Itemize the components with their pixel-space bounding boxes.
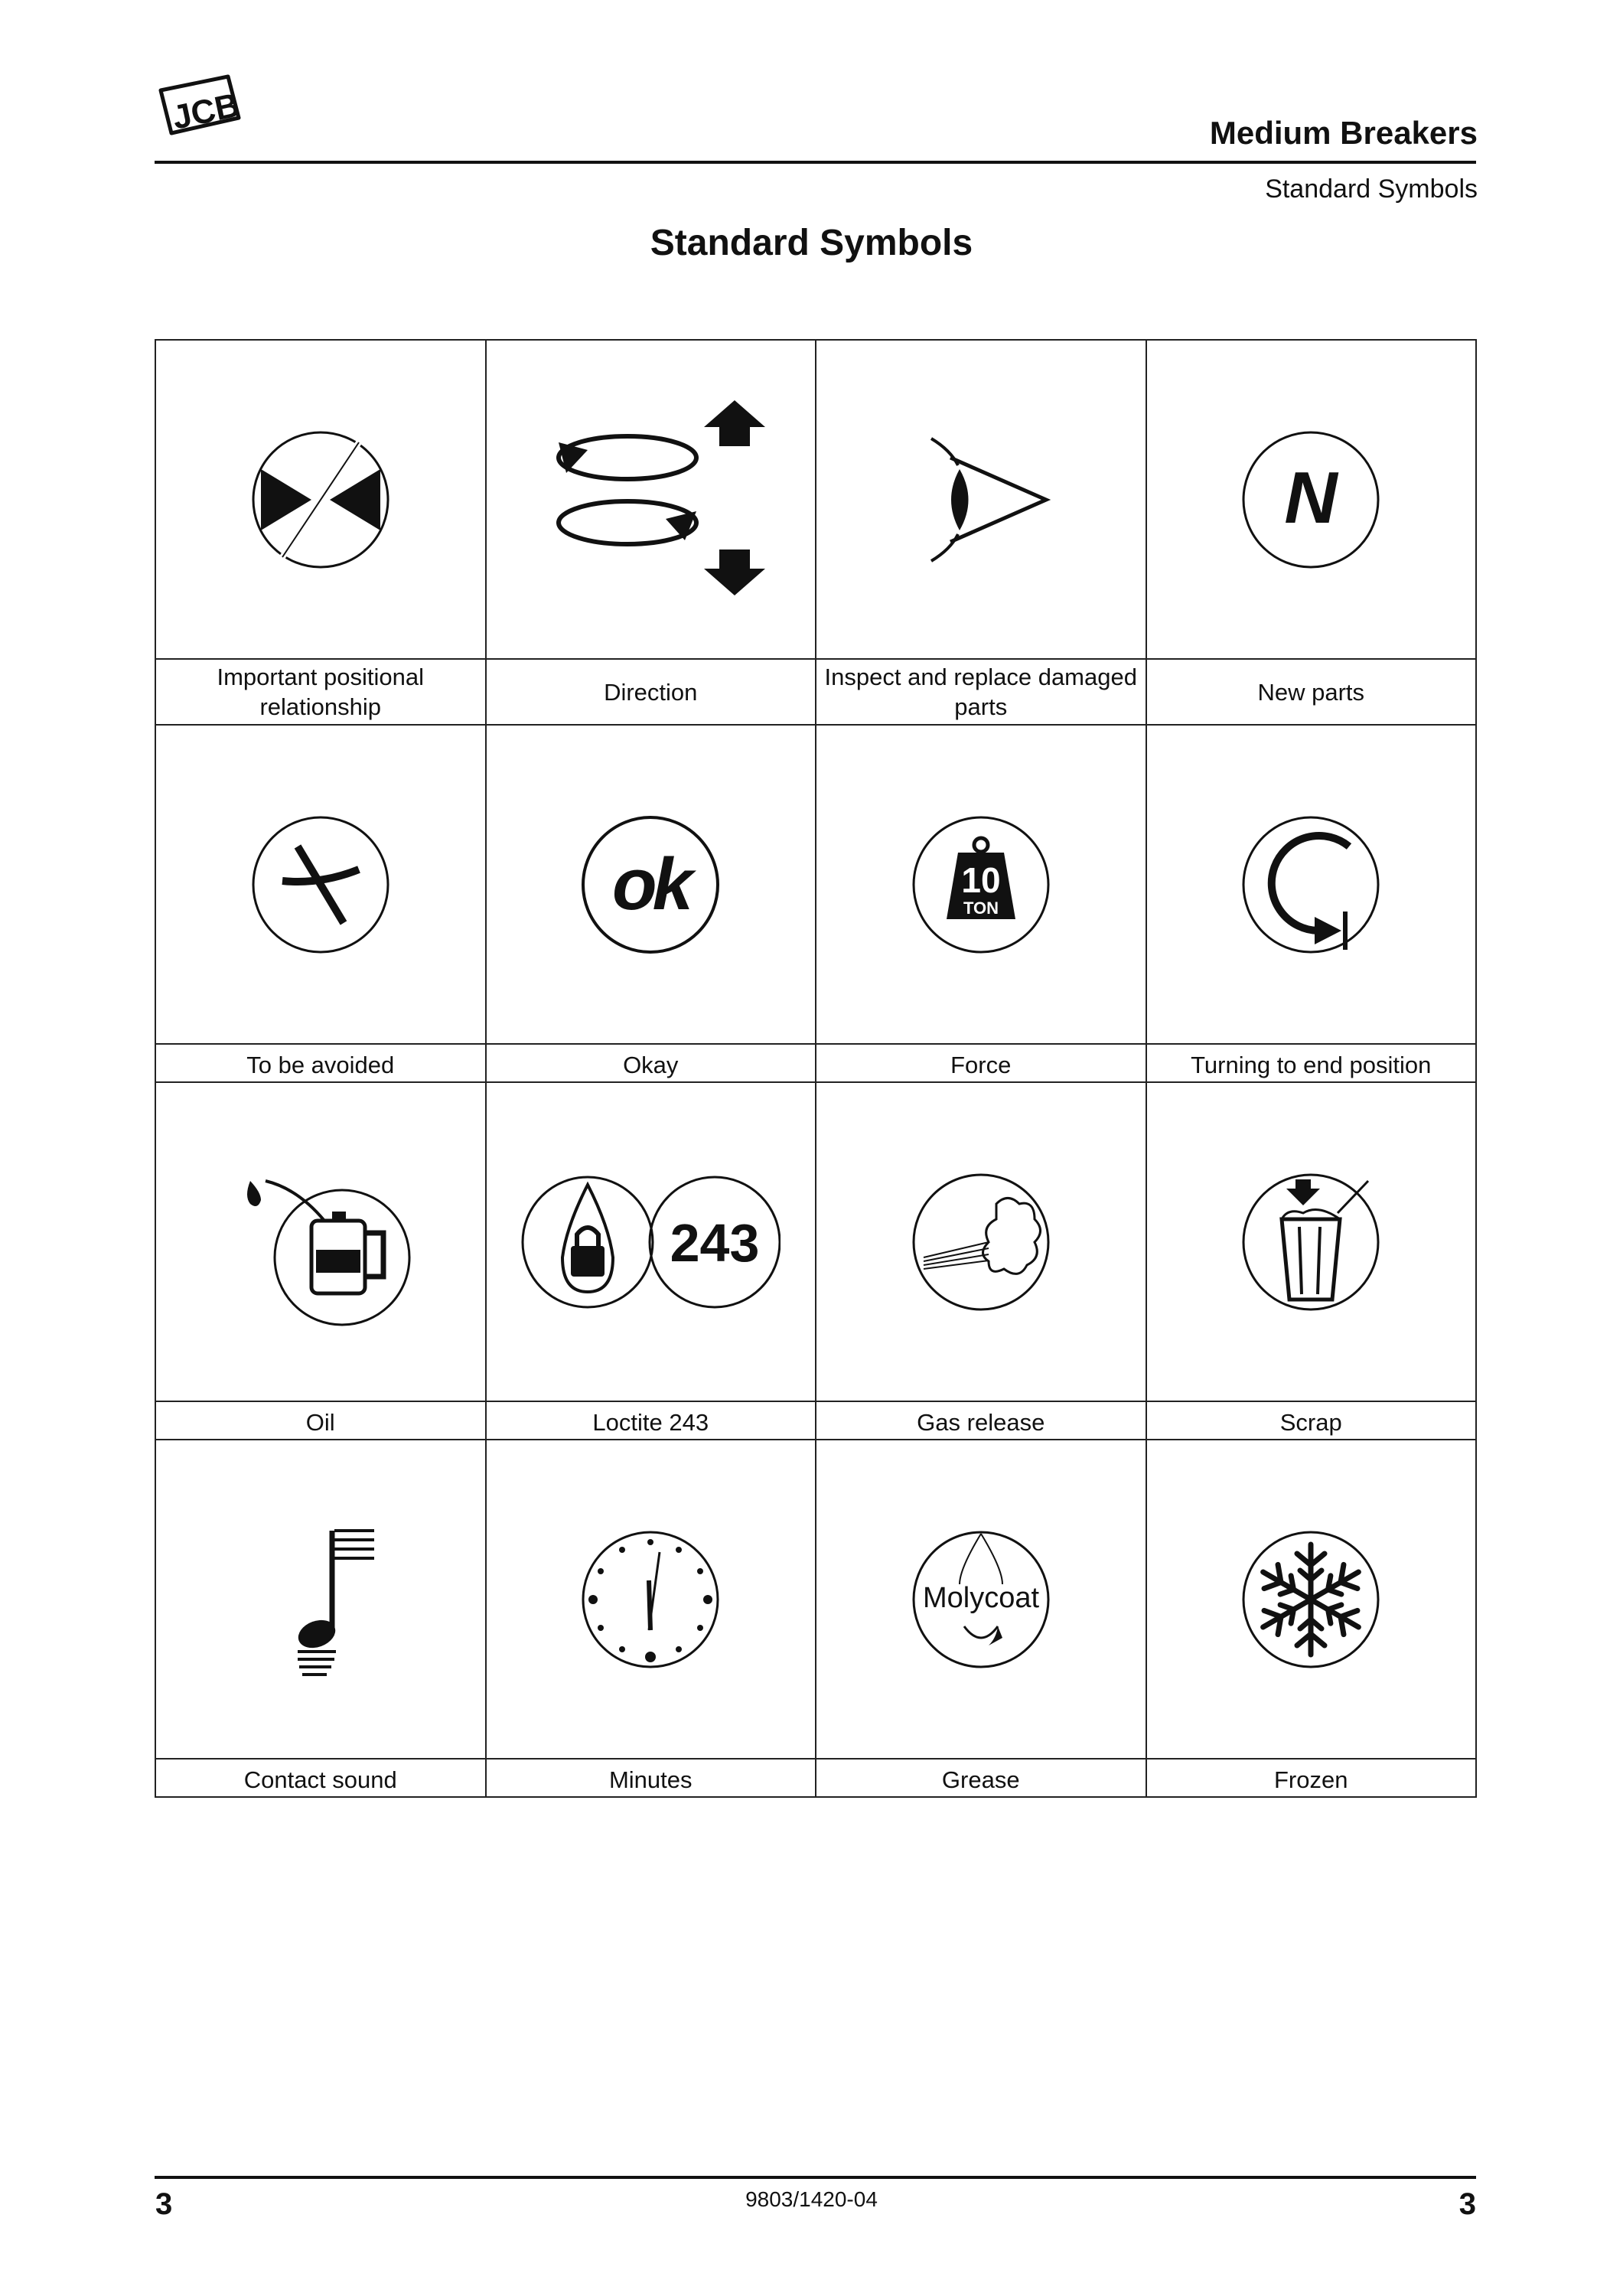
symbol-label: Turning to end position xyxy=(1146,1044,1477,1082)
symbol-label: Loctite 243 xyxy=(486,1401,816,1440)
symbol-label: Oil xyxy=(155,1401,486,1440)
symbol-cell xyxy=(1146,725,1477,1044)
avoid-cross-icon xyxy=(244,808,397,961)
frozen-snowflake-icon xyxy=(1234,1523,1387,1676)
new-parts-icon xyxy=(1234,423,1387,576)
symbols-table xyxy=(155,339,1477,1798)
icon-row xyxy=(155,1082,1476,1401)
turning-end-position-icon xyxy=(1234,808,1387,961)
symbol-label: Force xyxy=(816,1044,1146,1082)
symbol-label: New parts xyxy=(1146,659,1477,725)
symbol-cell xyxy=(155,1440,486,1759)
symbol-cell xyxy=(816,1082,1146,1401)
symbol-cell xyxy=(486,1082,816,1401)
symbol-cell xyxy=(816,340,1146,659)
jcb-logo xyxy=(153,73,245,150)
symbol-cell xyxy=(1146,1440,1477,1759)
document-title: Medium Breakers xyxy=(1209,115,1478,151)
symbol-cell xyxy=(486,725,816,1044)
symbol-label: Scrap xyxy=(1146,1401,1477,1440)
document-number: 9803/1420-04 xyxy=(745,2187,878,2211)
new-parts-icon-text: N xyxy=(1284,456,1338,539)
symbol-label: Inspect and replace damaged parts xyxy=(816,659,1146,725)
grease-icon-text: Molycoat xyxy=(922,1581,1039,1614)
icon-row xyxy=(155,725,1476,1044)
symbol-label: Gas release xyxy=(816,1401,1146,1440)
symbol-label: Okay xyxy=(486,1044,816,1082)
symbol-cell xyxy=(816,725,1146,1044)
label-row xyxy=(155,659,1476,725)
grease-icon xyxy=(904,1523,1058,1676)
force-icon-unit: TON xyxy=(963,898,999,918)
icon-row xyxy=(155,1440,1476,1759)
page-number-left: 3 xyxy=(155,2187,173,2221)
okay-icon xyxy=(574,808,727,961)
gas-release-icon xyxy=(904,1166,1058,1319)
label-row xyxy=(155,1044,1476,1082)
symbol-cell xyxy=(486,1440,816,1759)
symbol-cell xyxy=(155,725,486,1044)
minutes-clock-icon xyxy=(574,1523,727,1676)
force-weight-icon xyxy=(904,808,1058,961)
section-subtitle: Standard Symbols xyxy=(1265,174,1478,204)
symbol-cell xyxy=(155,340,486,659)
symbol-label: Frozen xyxy=(1146,1759,1477,1797)
symbol-cell xyxy=(1146,1082,1477,1401)
symbol-label: To be avoided xyxy=(155,1044,486,1082)
symbol-label: Grease xyxy=(816,1759,1146,1797)
svg-text:JCB: JCB xyxy=(169,86,243,137)
label-row xyxy=(155,1401,1476,1440)
symbol-cell xyxy=(486,340,816,659)
okay-icon-text: ok xyxy=(612,843,689,925)
symbol-cell xyxy=(816,1440,1146,1759)
oil-can-icon xyxy=(221,1150,420,1334)
symbol-cell xyxy=(155,1082,486,1401)
contact-sound-icon xyxy=(244,1515,397,1684)
symbol-label: Contact sound xyxy=(155,1759,486,1797)
positional-relationship-icon xyxy=(244,423,397,576)
direction-icon xyxy=(528,396,773,603)
page-title: Standard Symbols xyxy=(650,223,973,263)
footer-divider xyxy=(155,2176,1476,2179)
inspect-eye-icon xyxy=(904,423,1058,576)
label-row xyxy=(155,1759,1476,1797)
icon-row xyxy=(155,340,1476,659)
force-icon-value: 10 xyxy=(961,859,1001,900)
scrap-bin-icon xyxy=(1234,1166,1387,1319)
symbol-label: Minutes xyxy=(486,1759,816,1797)
header-divider xyxy=(155,161,1476,164)
symbol-label: Important positional relationship xyxy=(155,659,486,725)
symbol-label: Direction xyxy=(486,659,816,725)
loctite-icon xyxy=(520,1166,781,1319)
page-number-right: 3 xyxy=(1458,2187,1476,2221)
symbol-cell xyxy=(1146,340,1477,659)
loctite-icon-number: 243 xyxy=(670,1212,760,1273)
